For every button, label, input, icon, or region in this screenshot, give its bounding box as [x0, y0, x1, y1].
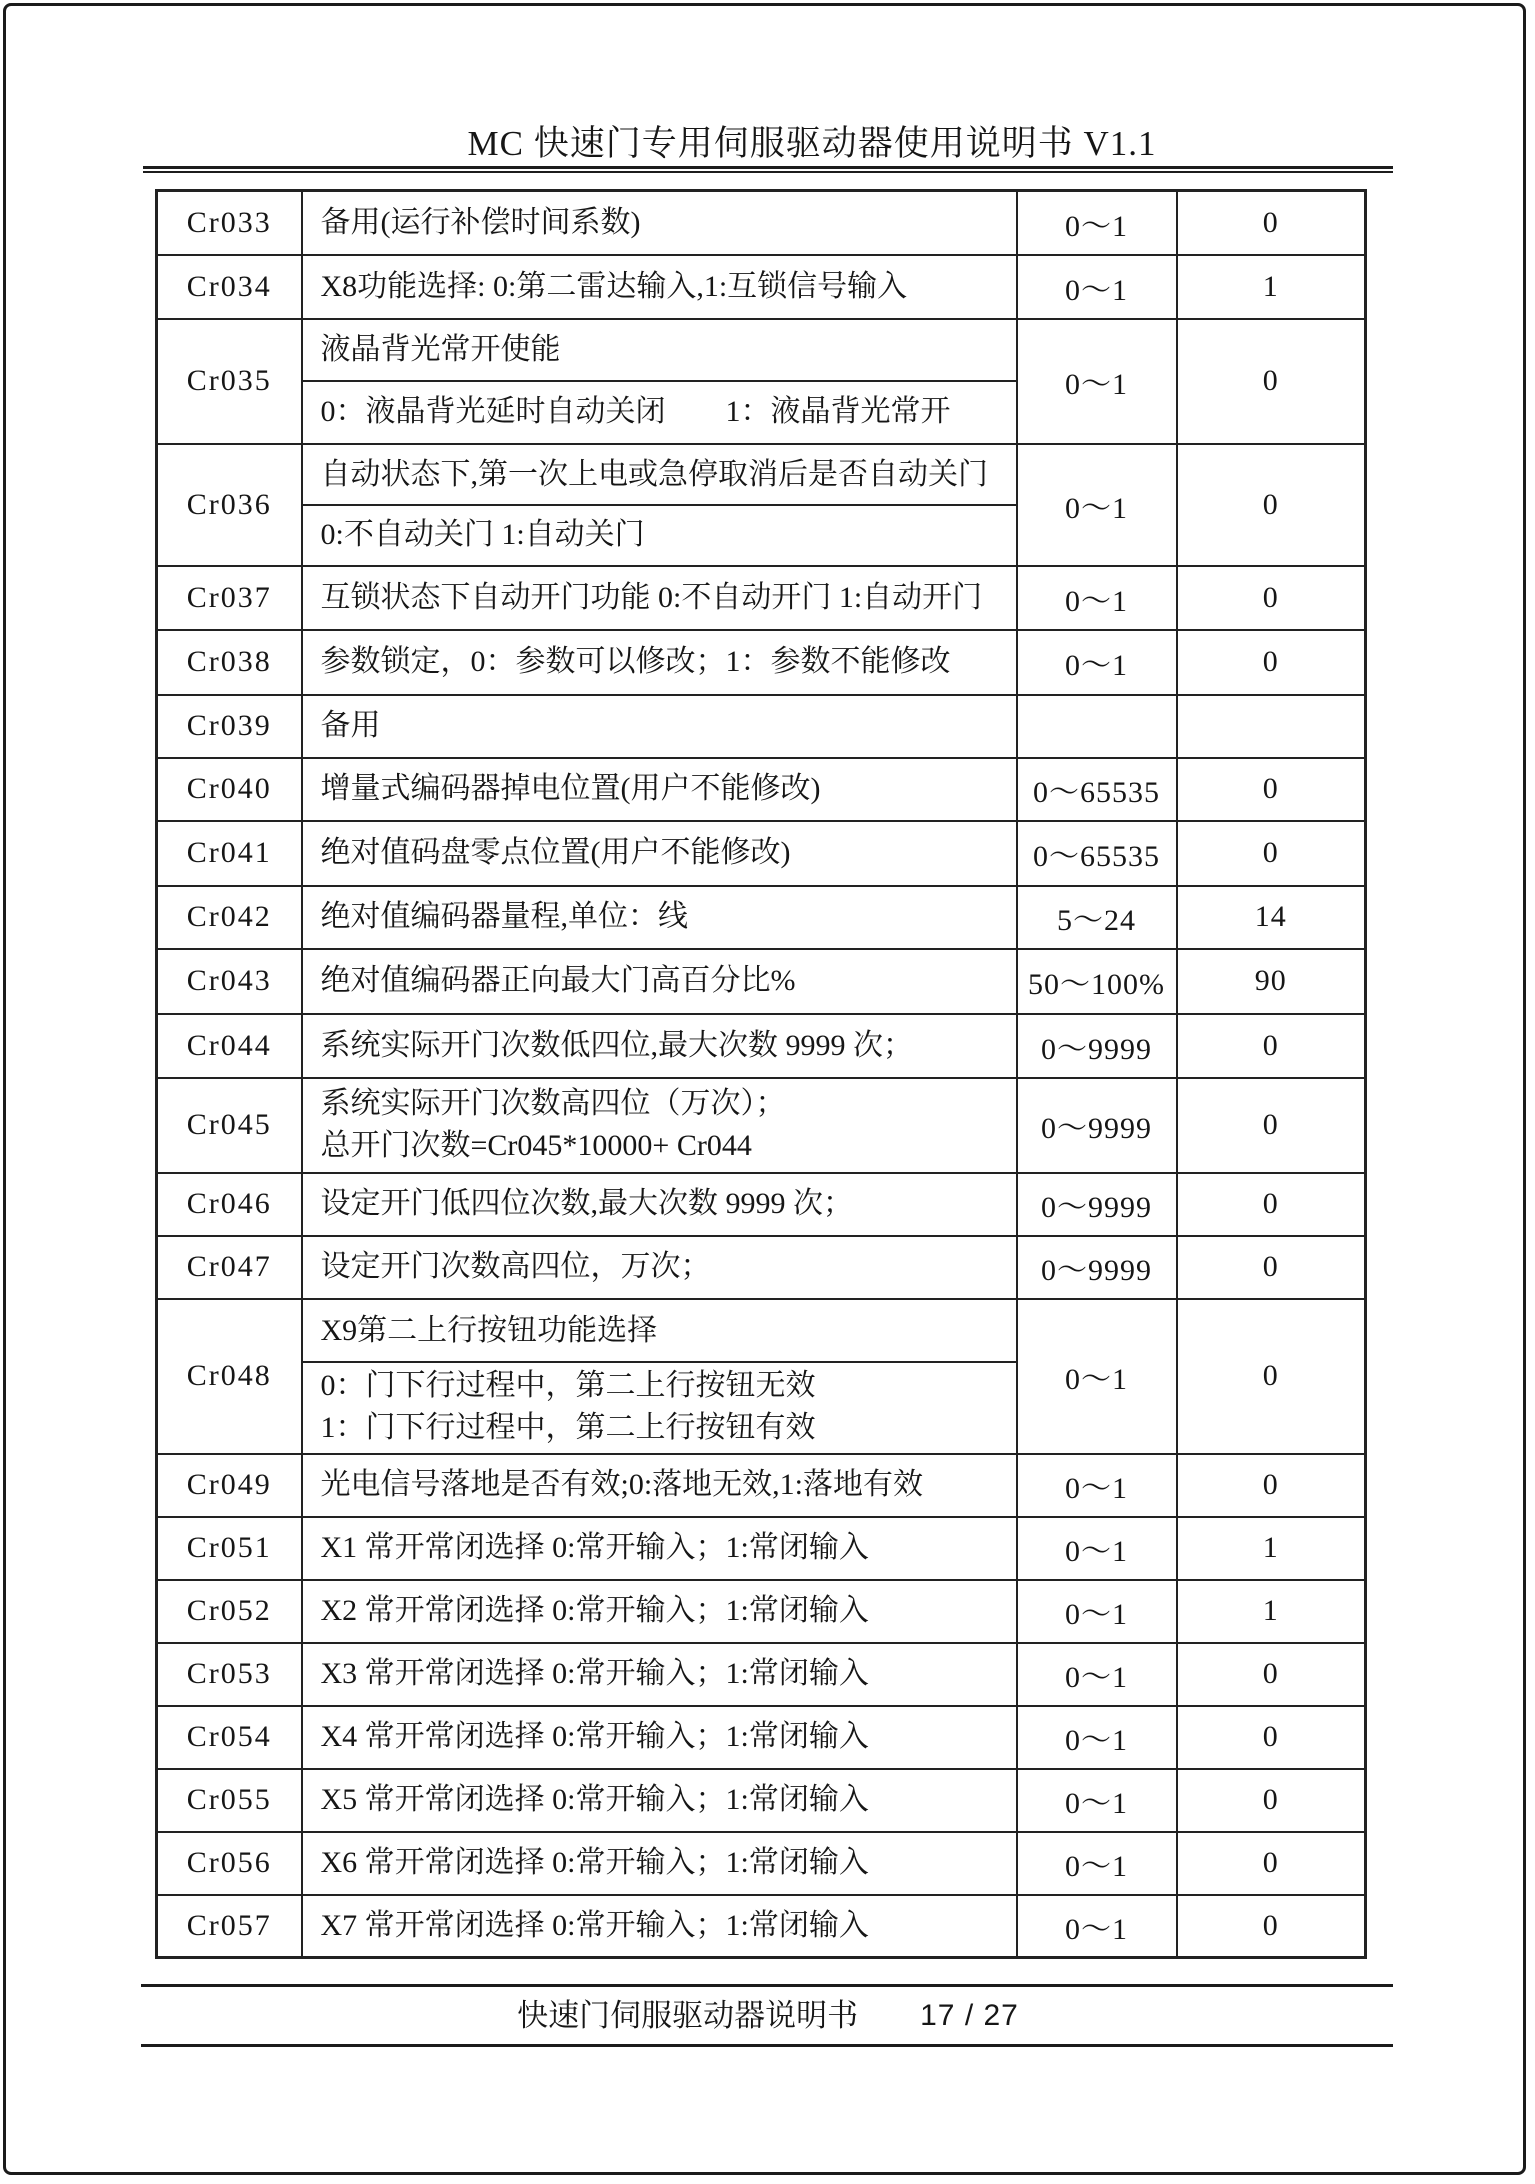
param-default-cell: 0 [1177, 1643, 1366, 1706]
table-row [157, 886, 1366, 949]
param-desc-subrow-bottom [303, 1363, 1016, 1452]
param-desc-cell: 绝对值编码器正向最大门高百分比% [302, 949, 1017, 1014]
param-range-cell: 0～1 [1017, 1299, 1177, 1454]
table-row [157, 949, 1366, 1014]
param-default-cell: 0 [1177, 191, 1366, 255]
footer-doc-name: 快速门伺服驱动器说明书 [517, 1998, 859, 2033]
param-default-cell: 0 [1177, 1769, 1366, 1832]
table-row [157, 821, 1366, 886]
param-desc-cell: X1 常开常闭选择 0:常开输入；1:常闭输入 [302, 1517, 1017, 1580]
param-default-cell: 0 [1177, 319, 1366, 444]
param-desc-subrow-top: X9第二上行按钮功能选择 [303, 1301, 1016, 1363]
param-default-cell: 1 [1177, 1517, 1366, 1580]
param-code-cell: Cr036 [157, 444, 302, 566]
param-code-cell: Cr053 [157, 1643, 302, 1706]
param-default-cell: 0 [1177, 630, 1366, 695]
param-range-cell: 0～65535 [1017, 758, 1177, 821]
param-desc-cell: X6 常开常闭选择 0:常开输入；1:常闭输入 [302, 1832, 1017, 1895]
param-desc-cell: 备用(运行补偿时间系数) [302, 191, 1017, 255]
param-desc-subrow-top: 液晶背光常开使能 [303, 321, 1016, 382]
param-range-cell: 0～1 [1017, 1832, 1177, 1895]
param-range-cell: 0～1 [1017, 191, 1177, 255]
param-desc-line: 1：门下行过程中，第二上行按钮有效 [320, 1411, 816, 1444]
param-desc-cell: 参数锁定，0：参数可以修改；1：参数不能修改 [302, 630, 1017, 695]
param-desc-cell: 设定开门低四位次数,最大次数 9999 次； [302, 1173, 1017, 1236]
param-default-cell: 14 [1177, 886, 1366, 949]
table-row [157, 695, 1366, 758]
param-default-cell: 0 [1177, 1454, 1366, 1517]
param-code-cell: Cr049 [157, 1454, 302, 1517]
table-row [157, 1014, 1366, 1078]
footer-divider-bottom [141, 2044, 1393, 2047]
param-default-cell: 0 [1177, 821, 1366, 886]
table-row [157, 1769, 1366, 1832]
param-desc-cell: X8功能选择: 0:第二雷达输入,1:互锁信号输入 [302, 255, 1017, 319]
table-row [157, 1078, 1366, 1173]
param-desc-subrow-top: 自动状态下,第一次上电或急停取消后是否自动关门 [303, 446, 1016, 506]
param-range-cell: 0～65535 [1017, 821, 1177, 886]
param-code-cell: Cr040 [157, 758, 302, 821]
param-desc-cell [302, 1299, 1017, 1454]
table-row [157, 444, 1366, 566]
param-desc-cell: X3 常开常闭选择 0:常开输入；1:常闭输入 [302, 1643, 1017, 1706]
param-code-cell: Cr051 [157, 1517, 302, 1580]
param-range-cell: 0～1 [1017, 1643, 1177, 1706]
param-range-cell: 0～9999 [1017, 1014, 1177, 1078]
param-code-cell: Cr055 [157, 1769, 302, 1832]
param-code-cell: Cr039 [157, 695, 302, 758]
param-code-cell: Cr057 [157, 1895, 302, 1958]
param-desc-cell: 系统实际开门次数低四位,最大次数 9999 次； [302, 1014, 1017, 1078]
param-code-cell: Cr048 [157, 1299, 302, 1454]
param-range-cell: 0～9999 [1017, 1173, 1177, 1236]
param-code-cell: Cr054 [157, 1706, 302, 1769]
param-default-cell [1177, 695, 1366, 758]
param-range-cell: 0～1 [1017, 1769, 1177, 1832]
param-code-cell: Cr034 [157, 255, 302, 319]
table-row [157, 1580, 1366, 1643]
table-row [157, 758, 1366, 821]
param-code-cell: Cr052 [157, 1580, 302, 1643]
param-range-cell: 0～1 [1017, 255, 1177, 319]
table-row [157, 1173, 1366, 1236]
param-desc-line: 0：液晶背光延时自动关闭 1：液晶背光常开 [320, 394, 951, 428]
param-desc-cell: X2 常开常闭选择 0:常开输入；1:常闭输入 [302, 1580, 1017, 1643]
param-code-cell: Cr037 [157, 566, 302, 630]
param-range-cell: 0～1 [1017, 1895, 1177, 1958]
table-row [157, 319, 1366, 444]
param-range-cell: 0～1 [1017, 566, 1177, 630]
param-code-cell: Cr045 [157, 1078, 302, 1173]
param-default-cell: 0 [1177, 1014, 1366, 1078]
table-row [157, 1454, 1366, 1517]
param-range-cell: 0～9999 [1017, 1078, 1177, 1173]
table-row [157, 255, 1366, 319]
param-desc-cell: 备用 [302, 695, 1017, 758]
param-default-cell: 1 [1177, 255, 1366, 319]
param-code-cell: Cr041 [157, 821, 302, 886]
param-desc-cell [302, 444, 1017, 566]
table-row [157, 1643, 1366, 1706]
param-code-cell: Cr047 [157, 1236, 302, 1299]
footer-divider-top [141, 1984, 1393, 1987]
param-code-cell: Cr038 [157, 630, 302, 695]
param-desc-cell [302, 319, 1017, 444]
param-default-cell: 0 [1177, 1832, 1366, 1895]
param-range-cell: 0～1 [1017, 1706, 1177, 1769]
param-desc-cell [302, 1078, 1017, 1173]
param-default-cell: 0 [1177, 1173, 1366, 1236]
table-row [157, 1299, 1366, 1454]
param-desc-cell: 设定开门次数高四位，万次； [302, 1236, 1017, 1299]
param-desc-cell: X7 常开常闭选择 0:常开输入；1:常闭输入 [302, 1895, 1017, 1958]
param-desc-subrow-bottom [303, 506, 1016, 564]
param-range-cell: 0～1 [1017, 1454, 1177, 1517]
param-code-cell: Cr043 [157, 949, 302, 1014]
param-default-cell: 0 [1177, 758, 1366, 821]
param-default-cell: 0 [1177, 1895, 1366, 1958]
table-row [157, 566, 1366, 630]
param-code-cell: Cr046 [157, 1173, 302, 1236]
param-desc-line: 0:不自动关门 1:自动关门 [320, 517, 645, 551]
param-default-cell: 0 [1177, 1236, 1366, 1299]
table-row [157, 1832, 1366, 1895]
param-desc-line: 0：门下行过程中，第二上行按钮无效 [320, 1369, 816, 1402]
param-default-cell: 1 [1177, 1580, 1366, 1643]
footer-page-number: 17 / 27 [920, 1999, 1019, 2032]
param-range-cell: 0～9999 [1017, 1236, 1177, 1299]
param-code-cell: Cr056 [157, 1832, 302, 1895]
param-default-cell: 0 [1177, 444, 1366, 566]
param-desc-cell: X4 常开常闭选择 0:常开输入；1:常闭输入 [302, 1706, 1017, 1769]
param-desc-cell: 光电信号落地是否有效;0:落地无效,1:落地有效 [302, 1454, 1017, 1517]
table-row [157, 630, 1366, 695]
param-range-cell: 0～1 [1017, 630, 1177, 695]
table-row [157, 1706, 1366, 1769]
param-range-cell [1017, 695, 1177, 758]
param-range-cell: 50～100% [1017, 949, 1177, 1014]
param-default-cell: 0 [1177, 1078, 1366, 1173]
param-range-cell: 0～1 [1017, 319, 1177, 444]
parameter-table [155, 189, 1367, 1959]
param-range-cell: 0～1 [1017, 444, 1177, 566]
param-desc-subrow-bottom [303, 382, 1016, 442]
param-code-cell: Cr042 [157, 886, 302, 949]
param-code-cell: Cr033 [157, 191, 302, 255]
param-default-cell: 0 [1177, 1299, 1366, 1454]
param-desc-line: 总开门次数=Cr045*10000+ Cr044 [320, 1129, 752, 1162]
table-row [157, 1517, 1366, 1580]
param-range-cell: 0～1 [1017, 1580, 1177, 1643]
header-divider [143, 166, 1393, 173]
param-range-cell: 0～1 [1017, 1517, 1177, 1580]
param-desc-cell: 增量式编码器掉电位置(用户不能修改) [302, 758, 1017, 821]
param-default-cell: 90 [1177, 949, 1366, 1014]
table-row [157, 1895, 1366, 1958]
table-row [157, 1236, 1366, 1299]
param-code-cell: Cr044 [157, 1014, 302, 1078]
table-row [157, 191, 1366, 255]
param-desc-line: 系统实际开门次数高四位（万次）； [320, 1087, 786, 1120]
page-title: MC 快速门专用伺服驱动器使用说明书 V1.1 [467, 124, 1157, 163]
param-desc-cell: 绝对值码盘零点位置(用户不能修改) [302, 821, 1017, 886]
param-default-cell: 0 [1177, 1706, 1366, 1769]
param-desc-cell: 绝对值编码器量程,单位：线 [302, 886, 1017, 949]
param-desc-cell: X5 常开常闭选择 0:常开输入；1:常闭输入 [302, 1769, 1017, 1832]
param-range-cell: 5～24 [1017, 886, 1177, 949]
page-footer [143, 1996, 1393, 2036]
param-default-cell: 0 [1177, 566, 1366, 630]
param-desc-cell: 互锁状态下自动开门功能 0:不自动开门 1:自动开门 [302, 566, 1017, 630]
parameter-table-body [157, 191, 1366, 1958]
param-code-cell: Cr035 [157, 319, 302, 444]
